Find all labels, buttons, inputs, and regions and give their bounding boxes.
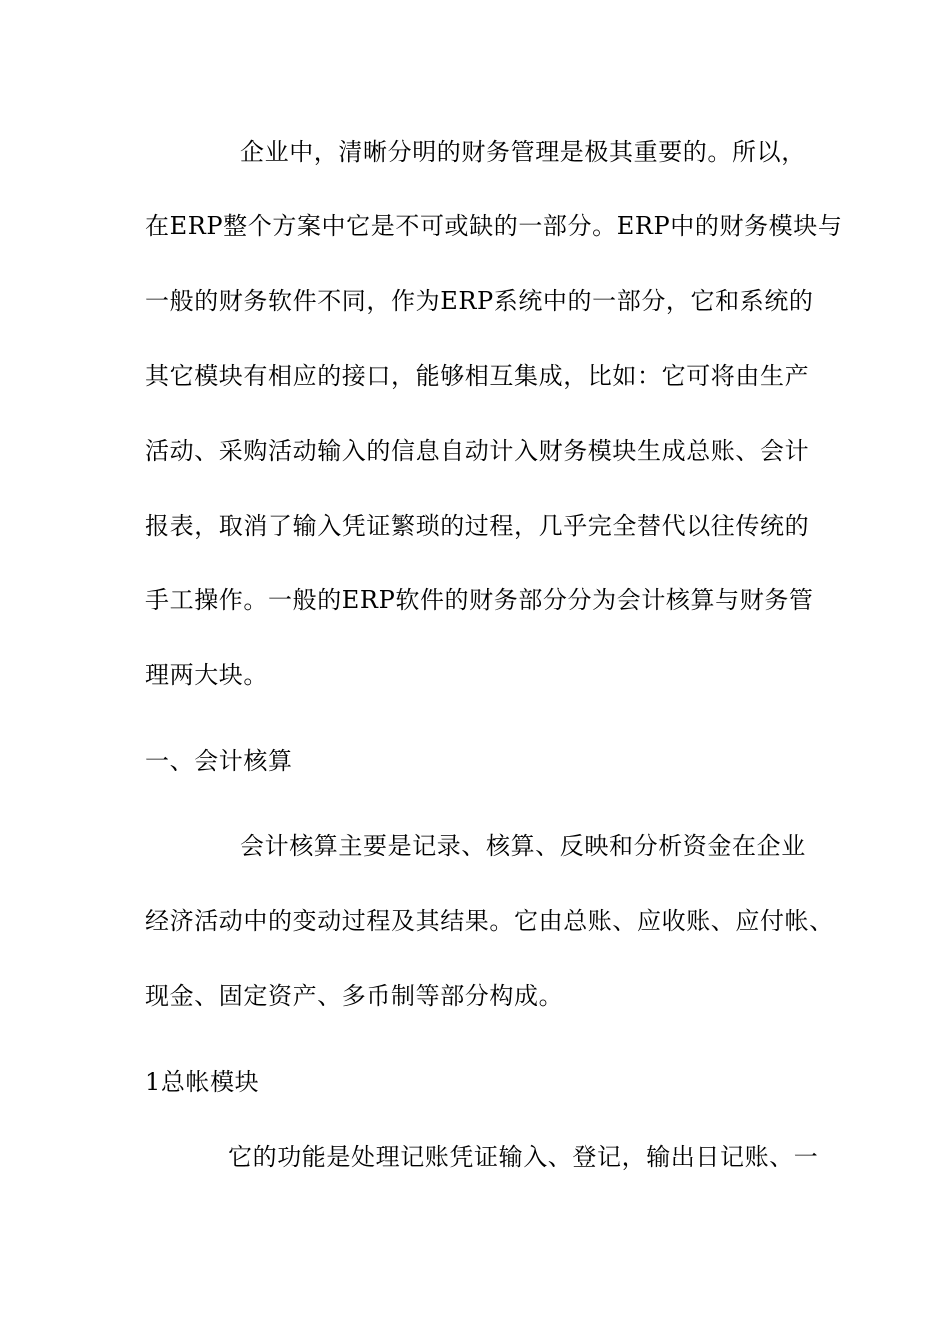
paragraph-line: 报表，取消了输入凭证繁琐的过程，几乎完全替代以往传统的	[145, 512, 810, 540]
paragraph-line: 现金、固定资产、多币制等部分构成。	[145, 982, 564, 1010]
paragraph-line: 手工操作。一般的ERP软件的财务部分分为会计核算与财务管	[145, 586, 814, 614]
paragraph-line: 活动、采购活动输入的信息自动计入财务模块生成总账、会计	[145, 437, 810, 465]
paragraph-line: 在ERP整个方案中它是不可或缺的一部分。ERP中的财务模块与	[145, 212, 843, 240]
subsection-heading: 1总帐模块	[145, 1068, 260, 1096]
paragraph-line: 一般的财务软件不同，作为ERP系统中的一部分，它和系统的	[145, 287, 814, 315]
paragraph-line: 经济活动中的变动过程及其结果。它由总账、应收账、应付帐、	[145, 907, 834, 935]
paragraph-line: 理两大块。	[145, 661, 268, 689]
paragraph-line: 其它模块有相应的接口，能够相互集成，比如：它可将由生产	[145, 362, 810, 390]
paragraph-line: 企业中，清晰分明的财务管理是极其重要的。所以，	[240, 138, 806, 166]
paragraph-line: 会计核算主要是记录、核算、反映和分析资金在企业	[240, 832, 806, 860]
paragraph-line: 它的功能是处理记账凭证输入、登记，输出日记账、一	[228, 1143, 819, 1171]
section-heading: 一、会计核算	[145, 747, 293, 775]
